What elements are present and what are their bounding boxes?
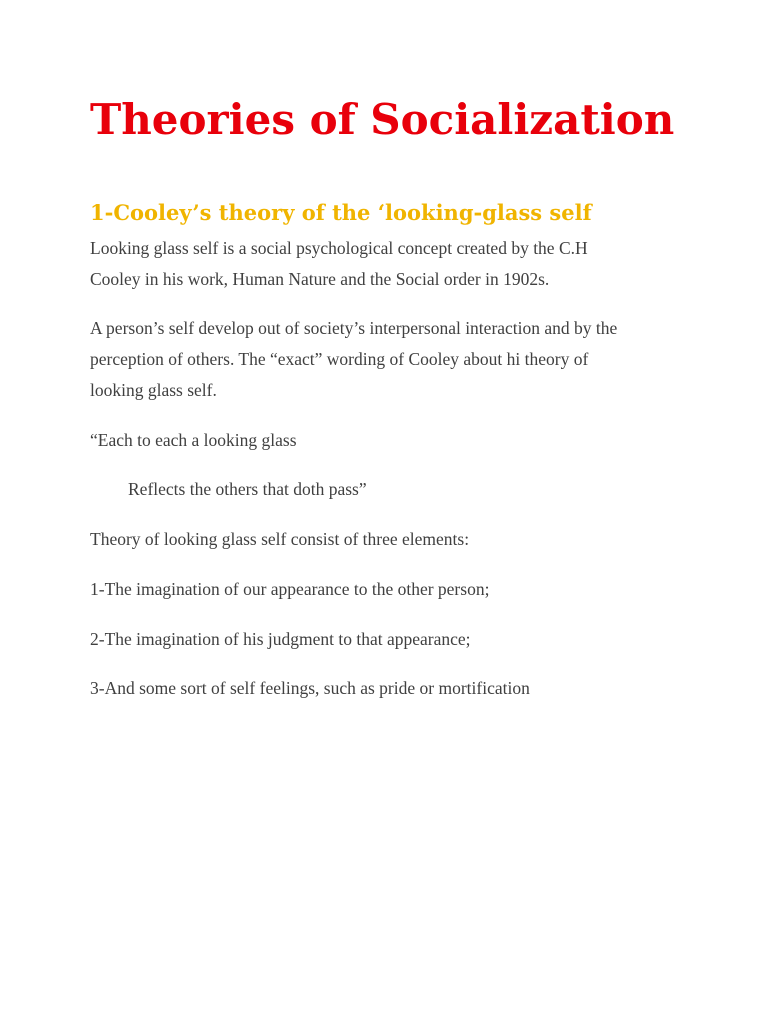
element-item-1: 1-The imagination of our appearance to the other person; xyxy=(90,579,490,599)
quote-line-2: Reflects the others that doth pass” xyxy=(128,479,367,499)
page-title: Theories of Socialization xyxy=(90,95,675,144)
element-item-3: 3-And some sort of self feelings, such as pride or mortification xyxy=(90,678,530,698)
paragraph-line: A person’s self develop out of society’s interpersonal interaction and by the xyxy=(90,318,618,338)
section-heading: 1-Cooley’s theory of the ‘looking-glass self xyxy=(90,200,592,225)
paragraph-line: Cooley in his work, Human Nature and the Social order in 1902s. xyxy=(90,269,550,289)
paragraph-self-development xyxy=(90,313,690,406)
paragraph-line: perception of others. The “exact” wording of Cooley about hi theory of xyxy=(90,349,589,369)
element-item-2: 2-The imagination of his judgment to that appearance; xyxy=(90,629,471,649)
elements-intro: Theory of looking glass self consist of three elements: xyxy=(90,529,470,549)
paragraph-line: Looking glass self is a social psychological concept created by the C.H xyxy=(90,238,588,258)
paragraph-definition xyxy=(90,233,690,295)
quote-line-1: “Each to each a looking glass xyxy=(90,430,297,450)
paragraph-line: looking glass self. xyxy=(90,380,217,400)
